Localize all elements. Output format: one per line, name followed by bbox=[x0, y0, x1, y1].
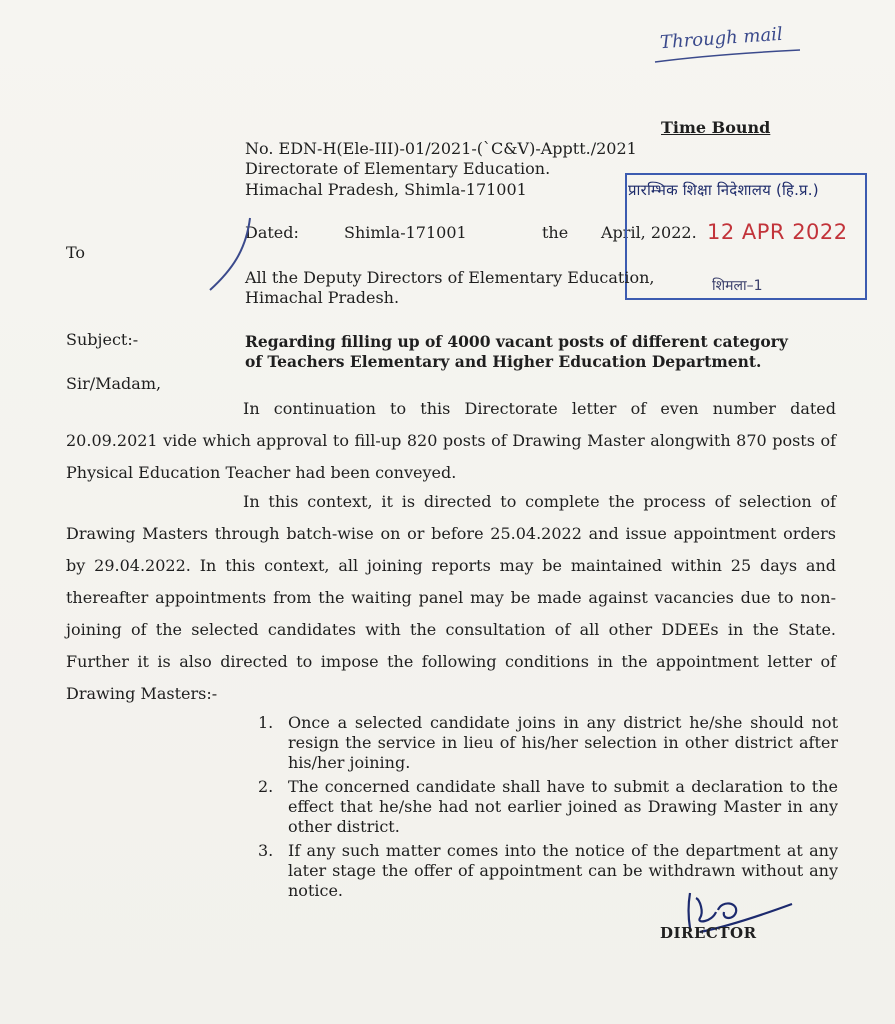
subject-line1: Regarding filling up of 4000 vacant posts of different category bbox=[245, 332, 788, 351]
paragraph-1: In continuation to this Directorate letter of even number dated 20.09.2021 vide which approval to fill-up 820 posts of Drawing Master alongwith 870 posts of Physical Education Teacher had been conveyed. bbox=[66, 399, 836, 482]
stamp-office-text: प्रारम्भिक शिक्षा निदेशालय (हि.प्र.) bbox=[628, 181, 819, 199]
paragraph-2: In this context, it is directed to complete the process of selection of Drawing Masters through batch-wise on or before 25.04.2022 and issue appointment orders by 29.04.2022. In this context, all joining reports may be maintained within 25 days and thereafter appointments from the waiting panel may be made against vacancies due to non-joining of the selected candidates with the consultation of all other DDEEs in the State. Further it is also directed to impose the following conditions in the appointment letter of Drawing Masters:- bbox=[66, 492, 836, 703]
office-address: Himachal Pradesh, Shimla-171001 bbox=[245, 180, 527, 199]
condition-number: 2. bbox=[258, 777, 274, 796]
pen-tick-mark bbox=[210, 218, 250, 290]
condition-number: 3. bbox=[258, 841, 274, 860]
time-bound-label: Time Bound bbox=[661, 118, 771, 137]
dated-label: Dated: bbox=[245, 223, 299, 242]
stamp-date: 12 APR 2022 bbox=[707, 220, 848, 244]
dated-the: the bbox=[542, 223, 569, 242]
condition-text: The concerned candidate shall have to submit a declaration to the effect that he/she had not earlier joined as Drawing Master in any other district. bbox=[288, 777, 838, 836]
letter-number: No. EDN-H(Ele-III)-01/2021-(`C&V)-Apptt./2021 bbox=[245, 139, 637, 158]
to-label: To bbox=[66, 243, 86, 262]
condition-item-1 bbox=[258, 713, 838, 773]
condition-text: If any such matter comes into the notice of the department at any later stage the offer of appointment can be withdrawn without any notice. bbox=[288, 841, 838, 900]
subject-line2: of Teachers Elementary and Higher Education Department. bbox=[245, 352, 762, 371]
director-signature-label: DIRECTOR bbox=[660, 924, 757, 942]
recipient-line1: All the Deputy Directors of Elementary Education, bbox=[245, 268, 655, 287]
condition-number: 1. bbox=[258, 713, 274, 732]
handwritten-note: Through mail bbox=[659, 23, 784, 54]
dated-month: April, 2022. bbox=[601, 223, 697, 242]
condition-item-2 bbox=[258, 777, 838, 837]
condition-item-3 bbox=[258, 841, 838, 901]
office-name: Directorate of Elementary Education. bbox=[245, 159, 551, 178]
subject-label: Subject:- bbox=[66, 330, 139, 349]
stamp-city: शिमला–1 bbox=[712, 278, 763, 294]
recipient-line2: Himachal Pradesh. bbox=[245, 288, 400, 307]
salutation: Sir/Madam, bbox=[66, 374, 162, 393]
dated-place: Shimla-171001 bbox=[344, 223, 467, 242]
condition-text: Once a selected candidate joins in any district he/she should not resign the service in lieu of his/her selection in other district after his/her joining. bbox=[288, 713, 838, 772]
